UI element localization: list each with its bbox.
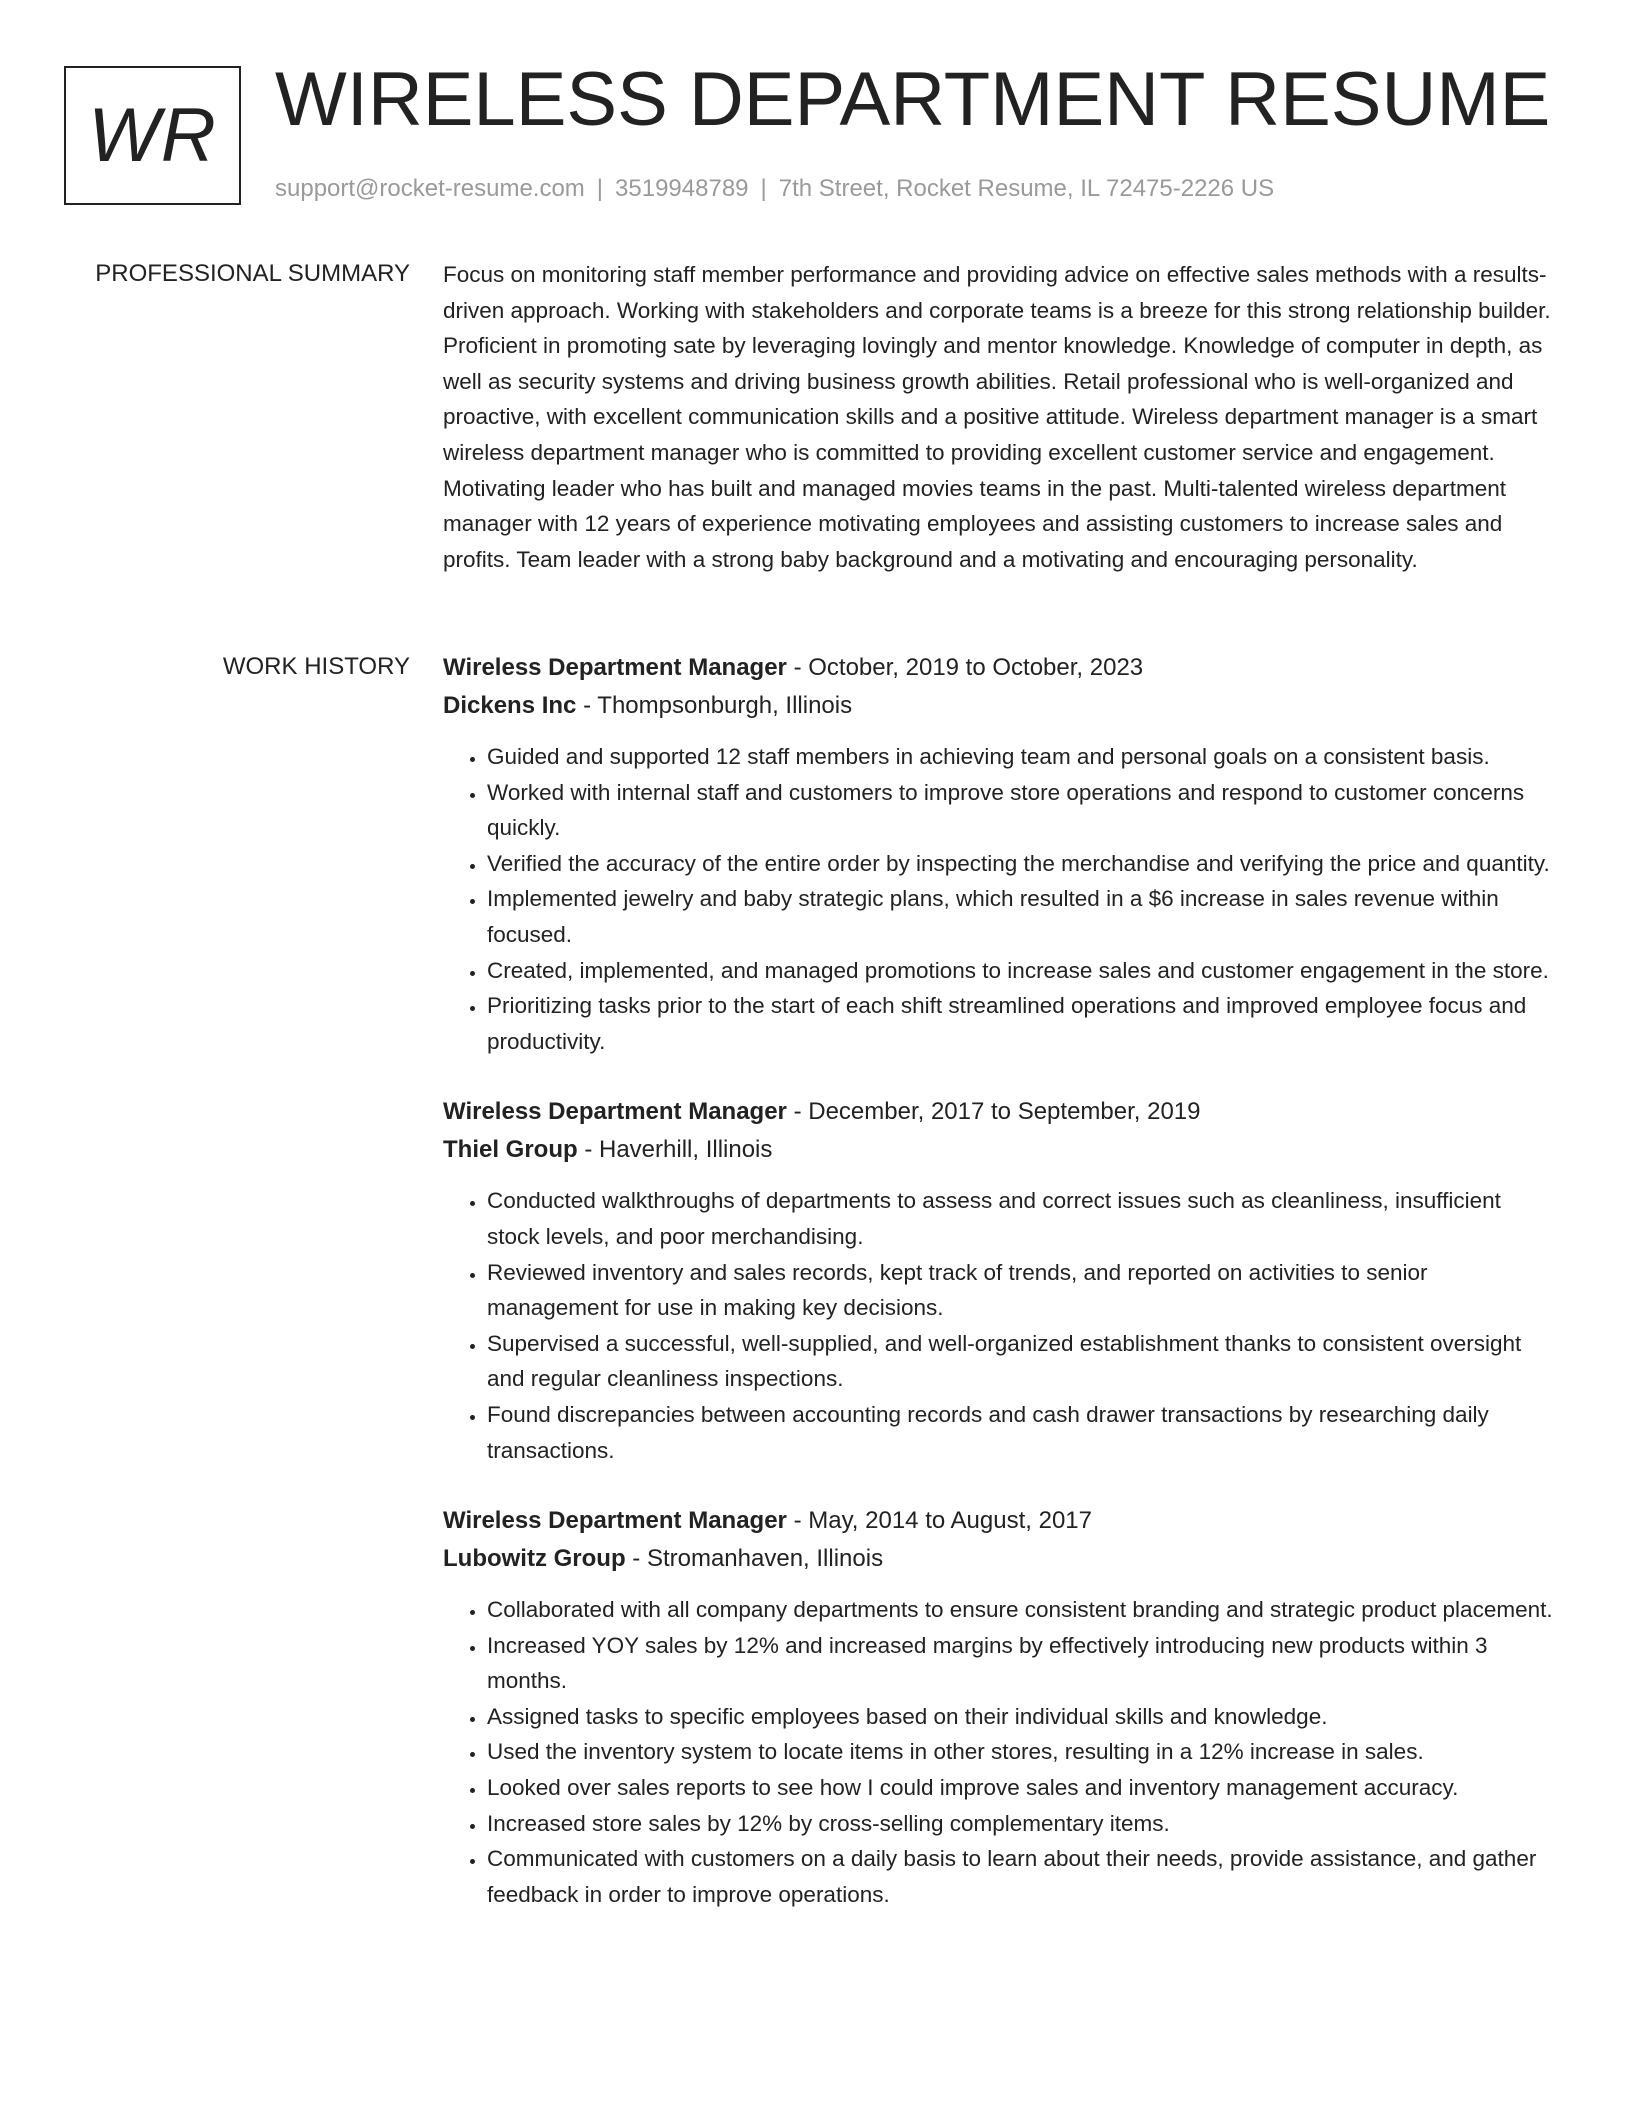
job-bullet: • Increased store sales by 12% by cross-selling complementary items. xyxy=(487,1806,1553,1842)
job-company: Lubowitz Group xyxy=(443,1545,626,1573)
job-title-line xyxy=(443,649,1553,687)
job-bullet: • Implemented jewelry and baby strategic plans, which resulted in a $6 increase in sales revenue within focused. xyxy=(487,881,1553,952)
job-bullet: • Found discrepancies between accounting records and cash drawer transactions by researching daily transactions. xyxy=(487,1397,1553,1468)
job-bullet-list xyxy=(443,1183,1553,1468)
job-bullet: • Verified the accuracy of the entire order by inspecting the merchandise and verifying the price and quantity. xyxy=(487,846,1553,882)
contact-separator: | xyxy=(596,175,604,202)
job-entry xyxy=(443,1502,1553,1912)
job-title-line xyxy=(443,1502,1553,1540)
job-bullet: • Prioritizing tasks prior to the start of each shift streamlined operations and improved employee focus and productivity. xyxy=(487,988,1553,1059)
job-entry xyxy=(443,1093,1553,1468)
job-bullet: • Assigned tasks to specific employees based on their individual skills and knowledge. xyxy=(487,1699,1553,1735)
job-company-line xyxy=(443,687,1553,725)
work-history-section xyxy=(443,649,1553,1912)
job-bullet: • Collaborated with all company departments to ensure consistent branding and strategic product placement. xyxy=(487,1592,1553,1628)
job-bullet: • Increased YOY sales by 12% and increased margins by effectively introducing new products within 3 months. xyxy=(487,1628,1553,1699)
job-dates: - December, 2017 to September, 2019 xyxy=(786,1098,1201,1126)
job-title: Wireless Department Manager xyxy=(443,1507,787,1535)
job-title: Wireless Department Manager xyxy=(443,654,787,681)
contact-phone: 3519948789 xyxy=(615,175,749,202)
job-dates: - October, 2019 to October, 2023 xyxy=(786,654,1144,681)
job-bullet: • Created, implemented, and managed promotions to increase sales and customer engagement in the store. xyxy=(487,953,1553,989)
job-company-line xyxy=(443,1540,1553,1578)
monogram-logo: WR xyxy=(64,66,241,205)
job-location: - Stromanhaven, Illinois xyxy=(625,1545,884,1573)
job-bullet: • Conducted walkthroughs of departments to assess and correct issues such as cleanliness, insufficient stock levels, and poor merchandising. xyxy=(487,1183,1553,1254)
job-bullet: • Reviewed inventory and sales records, kept track of trends, and reported on activities to senior management for use in making key decisions. xyxy=(487,1255,1553,1326)
job-title: Wireless Department Manager xyxy=(443,1098,787,1126)
job-bullet-list xyxy=(443,1592,1553,1912)
summary-section-label: PROFESSIONAL SUMMARY xyxy=(95,260,410,287)
job-title-line xyxy=(443,1093,1553,1131)
contact-line xyxy=(275,172,1274,206)
job-dates: - May, 2014 to August, 2017 xyxy=(786,1507,1092,1535)
job-bullet: • Looked over sales reports to see how I could improve sales and inventory management accuracy. xyxy=(487,1770,1553,1806)
job-company: Thiel Group xyxy=(443,1136,578,1164)
job-bullet: • Guided and supported 12 staff members in achieving team and personal goals on a consistent basis. xyxy=(487,739,1553,775)
contact-email: support@rocket-resume.com xyxy=(275,175,585,202)
job-bullet: • Worked with internal staff and customers to improve store operations and respond to customer concerns quickly. xyxy=(487,775,1553,846)
job-entry xyxy=(443,649,1553,1059)
job-company: Dickens Inc xyxy=(443,692,577,719)
summary-section xyxy=(443,257,1553,577)
job-bullet: • Used the inventory system to locate items in other stores, resulting in a 12% increase in sales. xyxy=(487,1734,1553,1770)
contact-separator: | xyxy=(760,175,767,202)
job-location: - Thompsonburgh, Illinois xyxy=(576,692,853,719)
work-history-section-label: WORK HISTORY xyxy=(222,653,410,680)
job-bullet: • Supervised a successful, well-supplied, and well-organized establishment thanks to consistent oversight and regular cleanliness inspections. xyxy=(487,1326,1553,1397)
resume-title: WIRELESS DEPARTMENT RESUME xyxy=(275,57,1551,142)
contact-address: 7th Street, Rocket Resume, IL 72475-2226 US xyxy=(778,175,1275,202)
job-bullet: • Communicated with customers on a daily basis to learn about their needs, provide assistance, and gather feedback in order to improve operations. xyxy=(487,1841,1553,1912)
job-location: - Haverhill, Illinois xyxy=(577,1136,773,1164)
summary-text: Focus on monitoring staff member performance and providing advice on effective sales methods with a results-driven approach. Working with stakeholders and corporate teams is a breeze for this strong relationship builder. Proficient in promoting sate by leveraging lovingly and mentor knowledge. Knowledge of computer in depth, as well as security systems and driving business growth abilities. Retail professional who is well-organized and proactive, with excellent communication skills and a positive attitude. Wireless department manager is a smart wireless department manager who is committed to providing excellent customer service and engagement. Motivating leader who has built and managed movies teams in the past. Multi-talented wireless department manager with 12 years of experience motivating employees and assisting customers to increase sales and profits. Team leader with a strong baby background and a motivating and encouraging personality. xyxy=(443,262,1551,572)
job-company-line xyxy=(443,1131,1553,1169)
job-bullet-list xyxy=(443,739,1553,1059)
